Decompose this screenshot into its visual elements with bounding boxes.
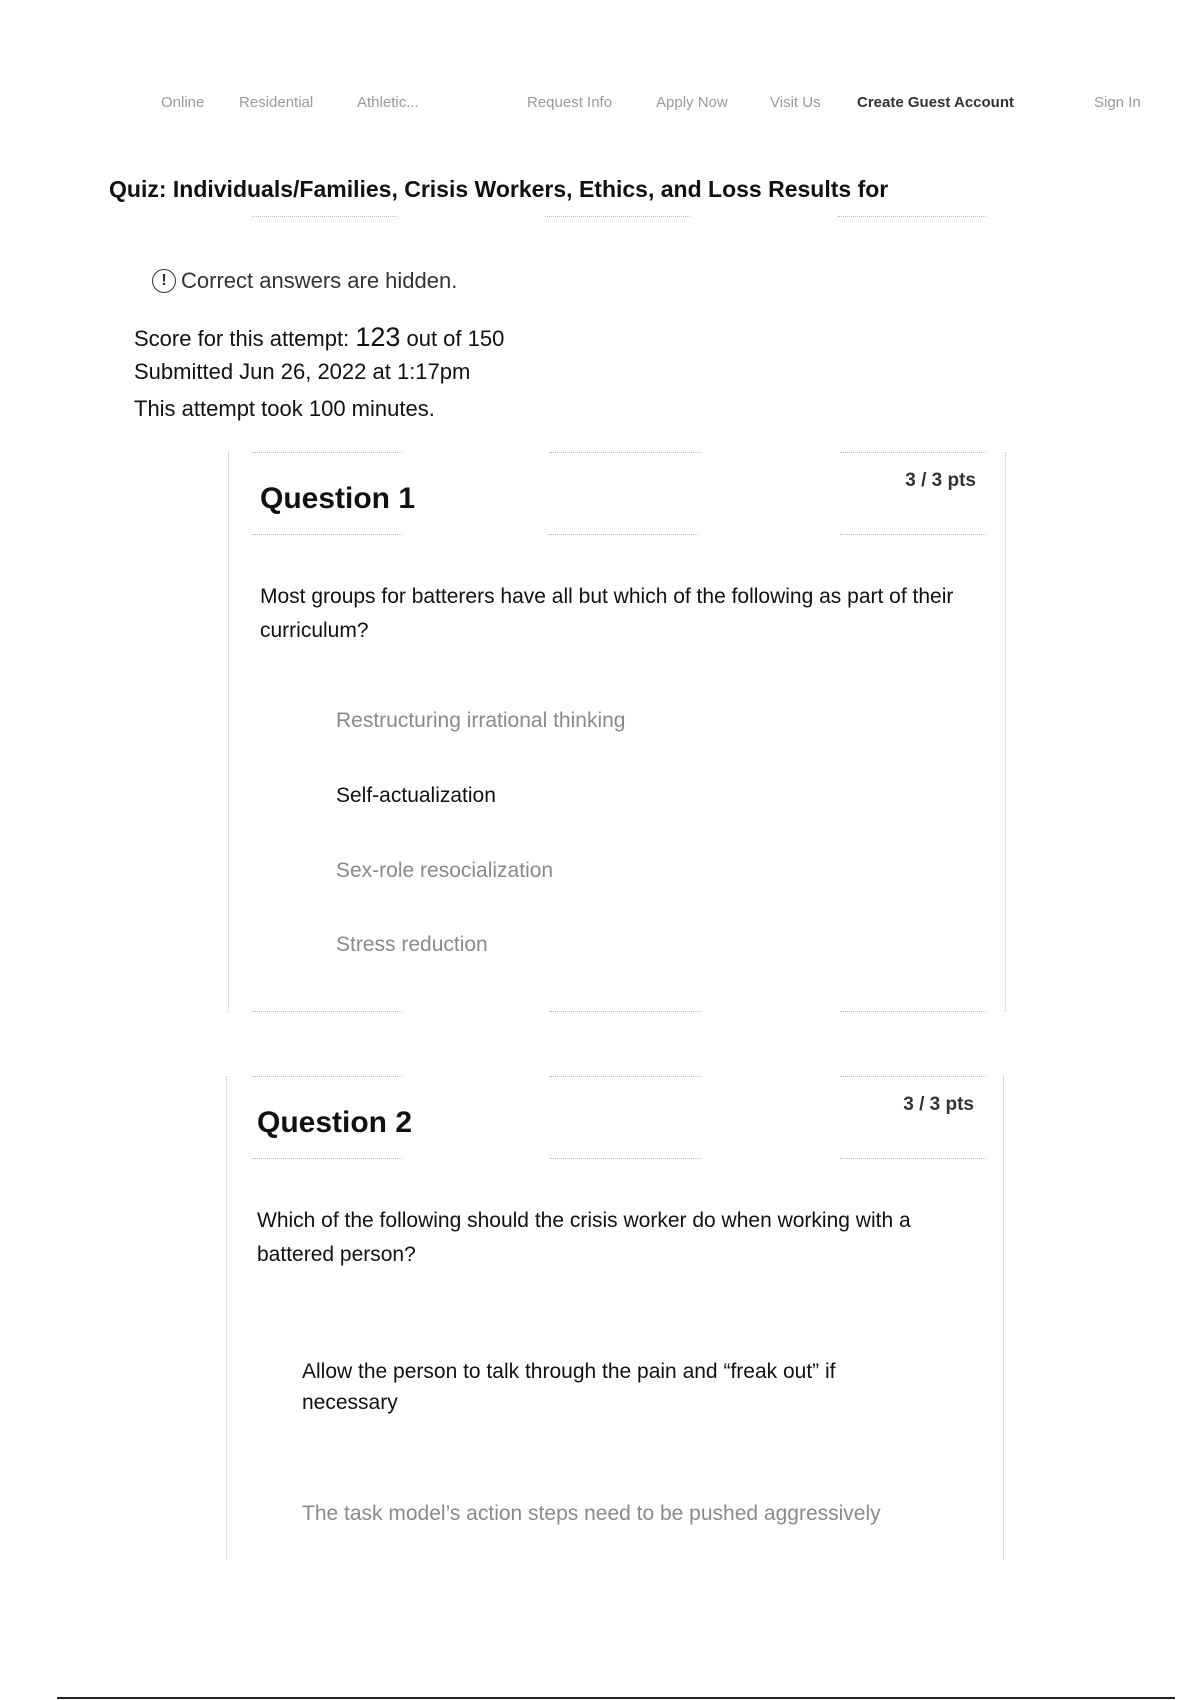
sign-in-link[interactable]: Sign In: [1094, 94, 1141, 111]
top-navigation: [0, 94, 1200, 118]
card-border: [1003, 1076, 1004, 1560]
question-header-divider: [252, 1158, 402, 1159]
title-divider: [545, 216, 690, 217]
title-divider: [838, 216, 986, 217]
question-text: Which of the following should the crisis worker do when working with a battered person?: [257, 1209, 911, 1266]
nav-athletics-link[interactable]: Athletic...: [357, 94, 419, 111]
score-line: [134, 322, 504, 359]
score-total: out of 150: [400, 326, 505, 351]
question-points: 3 / 3 pts: [905, 470, 976, 491]
card-border: [550, 1076, 700, 1077]
card-border: [550, 1011, 700, 1012]
answer-option[interactable]: Restructuring irrational thinking: [336, 709, 626, 732]
card-border: [840, 1011, 986, 1012]
correct-answers-hidden-notice: [152, 268, 457, 294]
answer-option[interactable]: The task model’s action steps need to be pushed aggressively: [302, 1502, 881, 1525]
card-border: [228, 452, 229, 1012]
nav-apply-now-link[interactable]: Apply Now: [656, 94, 728, 111]
nav-visit-us-link[interactable]: Visit Us: [770, 94, 821, 111]
question-header-divider: [548, 534, 698, 535]
question-header-divider: [840, 534, 986, 535]
question-header-divider: [840, 1158, 986, 1159]
create-guest-account-link[interactable]: Create Guest Account: [857, 94, 1014, 111]
card-border: [252, 1076, 402, 1077]
attempt-summary: [134, 322, 504, 433]
nav-request-info-link[interactable]: Request Info: [527, 94, 613, 111]
question-points: 3 / 3 pts: [903, 1094, 974, 1115]
question-text: Most groups for batterers have all but which of the following as part of their curriculum?: [260, 585, 954, 642]
question-header-divider: [252, 534, 402, 535]
question-title: Question 2: [257, 1106, 413, 1139]
answer-option-selected[interactable]: Allow the person to talk through the pain and “freak out” if necessary: [302, 1360, 836, 1414]
page-title: Quiz: Individuals/Families, Crisis Workers, Ethics, and Loss Results for: [109, 176, 889, 202]
answer-option[interactable]: Sex-role resocialization: [336, 859, 554, 882]
nav-online-link[interactable]: Online: [161, 94, 205, 111]
question-card-1: [228, 452, 1006, 1012]
card-border: [252, 1011, 402, 1012]
attempt-duration: This attempt took 100 minutes.: [134, 396, 435, 421]
question-header-divider: [550, 1158, 700, 1159]
notice-text: Correct answers are hidden.: [181, 268, 458, 293]
card-border: [840, 452, 986, 453]
score-value: 123: [355, 322, 401, 352]
answer-option-selected[interactable]: Self-actualization: [336, 784, 496, 807]
question-card-2: [228, 1076, 1006, 1560]
info-icon: !: [152, 269, 176, 293]
question-title: Question 1: [260, 482, 416, 515]
score-label: Score for this attempt:: [134, 326, 356, 351]
card-border: [226, 1076, 227, 1560]
card-border: [550, 452, 700, 453]
nav-residential-link[interactable]: Residential: [239, 94, 314, 111]
answer-option[interactable]: Stress reduction: [336, 933, 488, 956]
page-bottom-rule: [57, 1697, 1175, 1699]
submitted-date: Submitted Jun 26, 2022 at 1:17pm: [134, 359, 471, 384]
card-border: [1005, 452, 1006, 1012]
title-divider: [252, 216, 397, 217]
card-border: [252, 452, 402, 453]
card-border: [840, 1076, 986, 1077]
